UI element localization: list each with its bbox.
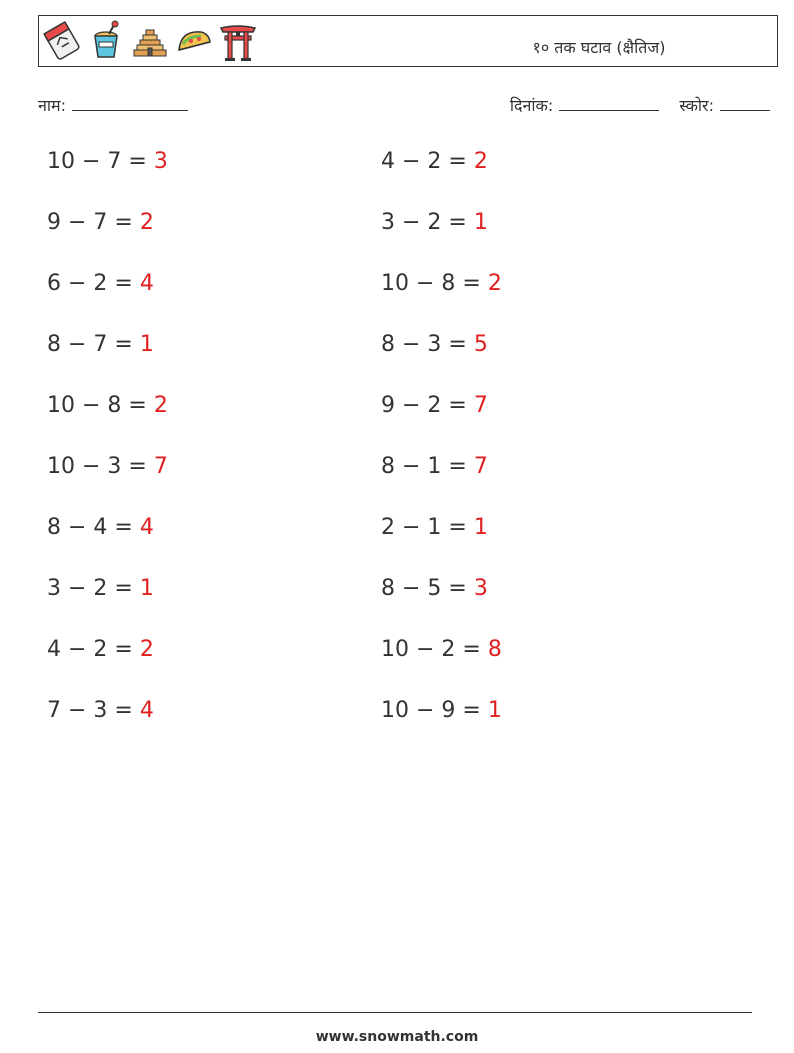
problem-item (47, 454, 168, 479)
worksheet-header (38, 15, 778, 67)
problem-item (47, 210, 154, 235)
problem-item (381, 393, 488, 418)
problem-answer: 5 (473, 332, 488, 357)
problem-answer: 7 (153, 454, 168, 479)
problem-question: 3 − 2 = (47, 576, 140, 601)
problem-answer: 3 (153, 149, 168, 174)
problem-question: 8 − 1 = (381, 454, 474, 479)
problem-question: 10 − 2 = (381, 637, 488, 662)
problem-question: 10 − 3 = (47, 454, 154, 479)
score-label: स्कोर: (679, 96, 714, 115)
problem-question: 9 − 7 = (47, 210, 140, 235)
problem-question: 10 − 9 = (381, 698, 488, 723)
taco-icon (175, 20, 213, 62)
problem-answer: 7 (473, 454, 488, 479)
problem-item (47, 515, 154, 540)
problem-item (47, 637, 154, 662)
header-icons (43, 20, 257, 62)
score-blank (720, 96, 770, 111)
problem-question: 9 − 2 = (381, 393, 474, 418)
problem-question: 10 − 7 = (47, 149, 154, 174)
date-label: दिनांक: (509, 96, 554, 115)
problem-answer: 8 (487, 637, 502, 662)
problem-question: 3 − 2 = (381, 210, 474, 235)
problem-item (381, 149, 488, 174)
problem-question: 10 − 8 = (381, 271, 488, 296)
problem-answer: 1 (473, 210, 488, 235)
problem-item (381, 698, 502, 723)
problem-question: 8 − 3 = (381, 332, 474, 357)
problem-item (381, 271, 502, 296)
name-blank (72, 96, 188, 111)
problem-answer: 2 (153, 393, 168, 418)
problem-answer: 4 (139, 271, 154, 296)
problem-item (381, 210, 488, 235)
pyramid-icon (131, 20, 169, 62)
problem-answer: 2 (473, 149, 488, 174)
problem-answer: 2 (139, 637, 154, 662)
footer-divider (38, 1012, 752, 1013)
problem-answer: 4 (139, 698, 154, 723)
problem-item (47, 393, 168, 418)
problem-item (381, 515, 488, 540)
problem-answer: 4 (139, 515, 154, 540)
problem-question: 10 − 8 = (47, 393, 154, 418)
name-label: नाम: (38, 96, 66, 115)
problem-item (381, 332, 488, 357)
problem-item (47, 149, 168, 174)
problem-answer: 1 (487, 698, 502, 723)
problem-item (47, 698, 154, 723)
problem-question: 8 − 4 = (47, 515, 140, 540)
problem-question: 4 − 2 = (47, 637, 140, 662)
problem-question: 2 − 1 = (381, 515, 474, 540)
problem-question: 4 − 2 = (381, 149, 474, 174)
problem-answer: 1 (473, 515, 488, 540)
date-score-fields (510, 94, 770, 116)
problem-question: 8 − 5 = (381, 576, 474, 601)
problem-question: 6 − 2 = (47, 271, 140, 296)
problem-answer: 2 (487, 271, 502, 296)
torii-gate-icon (219, 20, 257, 62)
problem-question: 8 − 7 = (47, 332, 140, 357)
problem-answer: 3 (473, 576, 488, 601)
problem-answer: 1 (139, 332, 154, 357)
problem-question: 7 − 3 = (47, 698, 140, 723)
problem-item (47, 271, 154, 296)
problem-item (47, 576, 154, 601)
ticket-icon (43, 20, 81, 62)
name-field (38, 94, 188, 116)
date-blank (559, 96, 659, 111)
problem-item (47, 332, 154, 357)
problem-answer: 7 (473, 393, 488, 418)
problem-answer: 1 (139, 576, 154, 601)
problem-item (381, 576, 488, 601)
problem-item (381, 454, 488, 479)
worksheet-title: १० तक घटाव (क्षैतिज) (532, 38, 666, 57)
footer-url: www.snowmath.com (315, 1029, 479, 1045)
sand-bucket-icon (87, 20, 125, 62)
problem-answer: 2 (139, 210, 154, 235)
problem-item (381, 637, 502, 662)
